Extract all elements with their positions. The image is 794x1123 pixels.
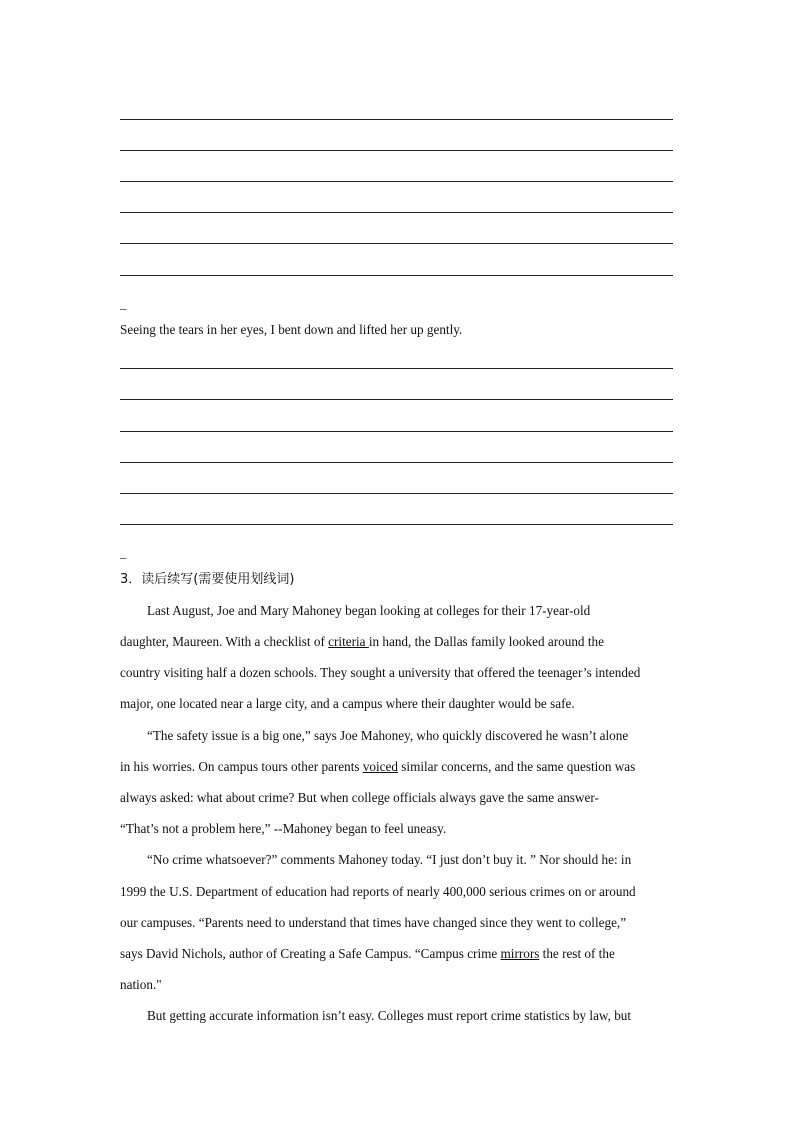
writing-line	[120, 431, 673, 432]
writing-line	[120, 275, 673, 276]
section-end-mark: _	[120, 545, 127, 560]
writing-line	[120, 181, 673, 182]
passage-line: But getting accurate information isn’t easy. Colleges must report crime statistics by law, but	[147, 1008, 632, 1023]
underlined-word: mirrors	[500, 946, 540, 961]
writing-line	[120, 399, 673, 400]
writing-line	[120, 524, 673, 525]
passage-line: always asked: what about crime? But when college officials always gave the same answer-	[120, 790, 599, 805]
text-run: in his worries. On campus tours other parents	[120, 759, 363, 774]
text-run: the rest of the	[539, 946, 615, 961]
sentence-prompt: Seeing the tears in her eyes, I bent down and lifted her up gently.	[120, 322, 463, 337]
text-run: similar concerns, and the same question was	[397, 759, 636, 774]
text-run: says David Nichols, author of Creating a Safe Campus. “Campus crime	[120, 946, 501, 961]
writing-line	[120, 212, 673, 213]
passage-line	[120, 946, 615, 962]
passage-line: country visiting half a dozen schools. They sought a university that offered the teenager’s intended	[120, 665, 641, 680]
section-heading: 3．读后续写(需要使用划线词)	[120, 572, 295, 587]
passage-line: our campuses. “Parents need to understand that times have changed since they went to college,”	[120, 915, 627, 930]
passage-line: Last August, Joe and Mary Mahoney began looking at colleges for their 17-year-old	[147, 603, 591, 618]
passage-line: major, one located near a large city, and a campus where their daughter would be safe.	[120, 696, 575, 711]
passage-line: “That’s not a problem here,” --Mahoney began to feel uneasy.	[120, 821, 447, 836]
underlined-word: criteria	[328, 634, 369, 649]
passage-line: “The safety issue is a big one,” says Joe Mahoney, who quickly discovered he wasn’t alone	[147, 728, 629, 743]
writing-line	[120, 368, 673, 369]
writing-line	[120, 462, 673, 463]
passage-line: nation."	[120, 977, 162, 992]
passage-line	[120, 759, 635, 775]
passage-line: 1999 the U.S. Department of education had reports of nearly 400,000 serious crimes on or around	[120, 884, 636, 899]
passage-line: “No crime whatsoever?” comments Mahoney today. “I just don’t buy it. ” Nor should he: in	[147, 852, 632, 867]
passage-line	[120, 634, 604, 650]
underlined-word: voiced	[362, 759, 398, 774]
writing-line	[120, 150, 673, 151]
section-end-mark: _	[120, 296, 127, 311]
writing-line	[120, 493, 673, 494]
text-run: in hand, the Dallas family looked around the	[368, 634, 604, 649]
writing-line	[120, 119, 673, 120]
text-run: daughter, Maureen. With a checklist of	[120, 634, 329, 649]
writing-line	[120, 243, 673, 244]
